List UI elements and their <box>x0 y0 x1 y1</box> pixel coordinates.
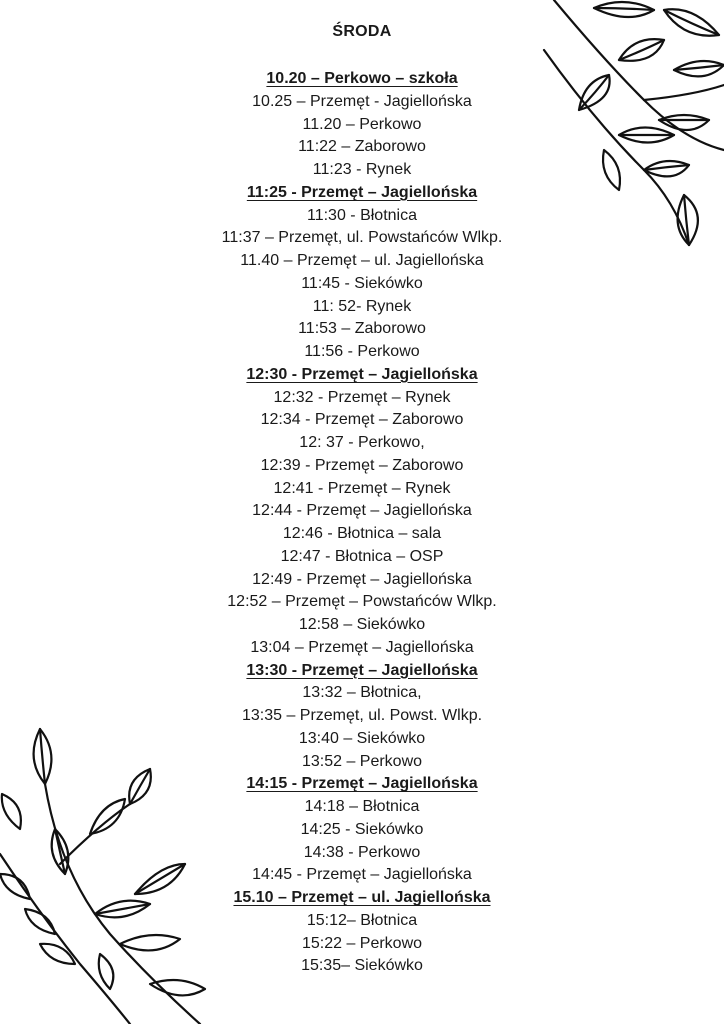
page-title: ŚRODA <box>332 23 392 40</box>
schedule-stop: 15:22 – Perkowo <box>301 934 423 952</box>
schedule-stop: 12:32 - Przemęt – Rynek <box>273 388 451 406</box>
schedule-stop: 11:56 - Perkowo <box>304 343 420 360</box>
schedule-stop: 13:04 – Przemęt – Jagiellońska <box>250 638 474 656</box>
schedule-stop: 10.25 – Przemęt - Jagiellońska <box>252 92 472 110</box>
schedule-section-header: 12:30 - Przemęt – Jagiellońska <box>246 365 478 383</box>
schedule-stop: 11:45 - Siekówko <box>301 274 423 292</box>
schedule-stop: 11:37 – Przemęt, ul. Powstańców Wlkp. <box>221 229 503 247</box>
schedule-stop: 12:44 - Przemęt – Jagiellońska <box>252 502 472 520</box>
schedule-stop: 12:49 - Przemęt – Jagiellońska <box>252 570 472 588</box>
schedule-stop: 12:41 - Przemęt – Rynek <box>273 479 451 497</box>
schedule-section-header: 11:25 - Przemęt – Jagiellońska <box>246 183 478 201</box>
schedule-stop: 14:25 - Siekówko <box>300 820 424 838</box>
schedule-stop: 15:35– Siekówko <box>301 957 423 975</box>
schedule-stop: 15:12– Błotnica <box>306 911 418 929</box>
schedule-stop: 14:18 – Błotnica <box>304 798 420 815</box>
schedule-section-header: 14:15 - Przemęt – Jagiellońska <box>246 775 478 793</box>
schedule-stop: 12:39 - Przemęt – Zaborowo <box>260 456 464 474</box>
schedule-stop: 12:47 - Błotnica – OSP <box>280 547 444 565</box>
schedule-stop: 12:46 - Błotnica – sala <box>282 525 442 542</box>
schedule-stop: 13:52 – Perkowo <box>301 752 423 770</box>
schedule-section-header: 13:30 - Przemęt – Jagiellońska <box>246 661 478 679</box>
schedule-content <box>0 18 724 978</box>
schedule-section-header: 10.20 – Perkowo – szkoła <box>266 70 458 87</box>
schedule-stop: 12: 37 - Perkowo, <box>299 434 425 451</box>
schedule-stop: 11:53 – Zaborowo <box>298 320 426 338</box>
schedule-stop: 12:58 – Siekówko <box>298 616 426 633</box>
schedule-stop: 11.20 – Perkowo <box>302 115 422 133</box>
schedule-stop: 14:45 - Przemęt – Jagiellońska <box>252 866 472 884</box>
schedule-stop: 13:32 – Błotnica, <box>302 684 422 702</box>
schedule-section-header: 15.10 – Przemęt – ul. Jagiellońska <box>233 889 491 906</box>
schedule-stop: 11:30 - Błotnica <box>307 206 417 224</box>
schedule-stop: 13:40 – Siekówko <box>298 729 426 747</box>
schedule-stop: 11: 52- Rynek <box>312 297 412 315</box>
schedule-stop: 11:23 - Rynek <box>312 161 412 178</box>
schedule-stop: 12:52 – Przemęt – Powstańców Wlkp. <box>227 593 497 611</box>
schedule-list <box>0 68 724 978</box>
schedule-stop: 13:35 – Przemęt, ul. Powst. Wlkp. <box>241 707 483 724</box>
schedule-stop: 14:38 - Perkowo <box>303 843 421 861</box>
schedule-stop: 11.40 – Przemęt – ul. Jagiellońska <box>240 252 484 269</box>
schedule-stop: 11:22 – Zaborowo <box>298 138 426 156</box>
schedule-stop: 12:34 - Przemęt – Zaborowo <box>260 411 464 429</box>
